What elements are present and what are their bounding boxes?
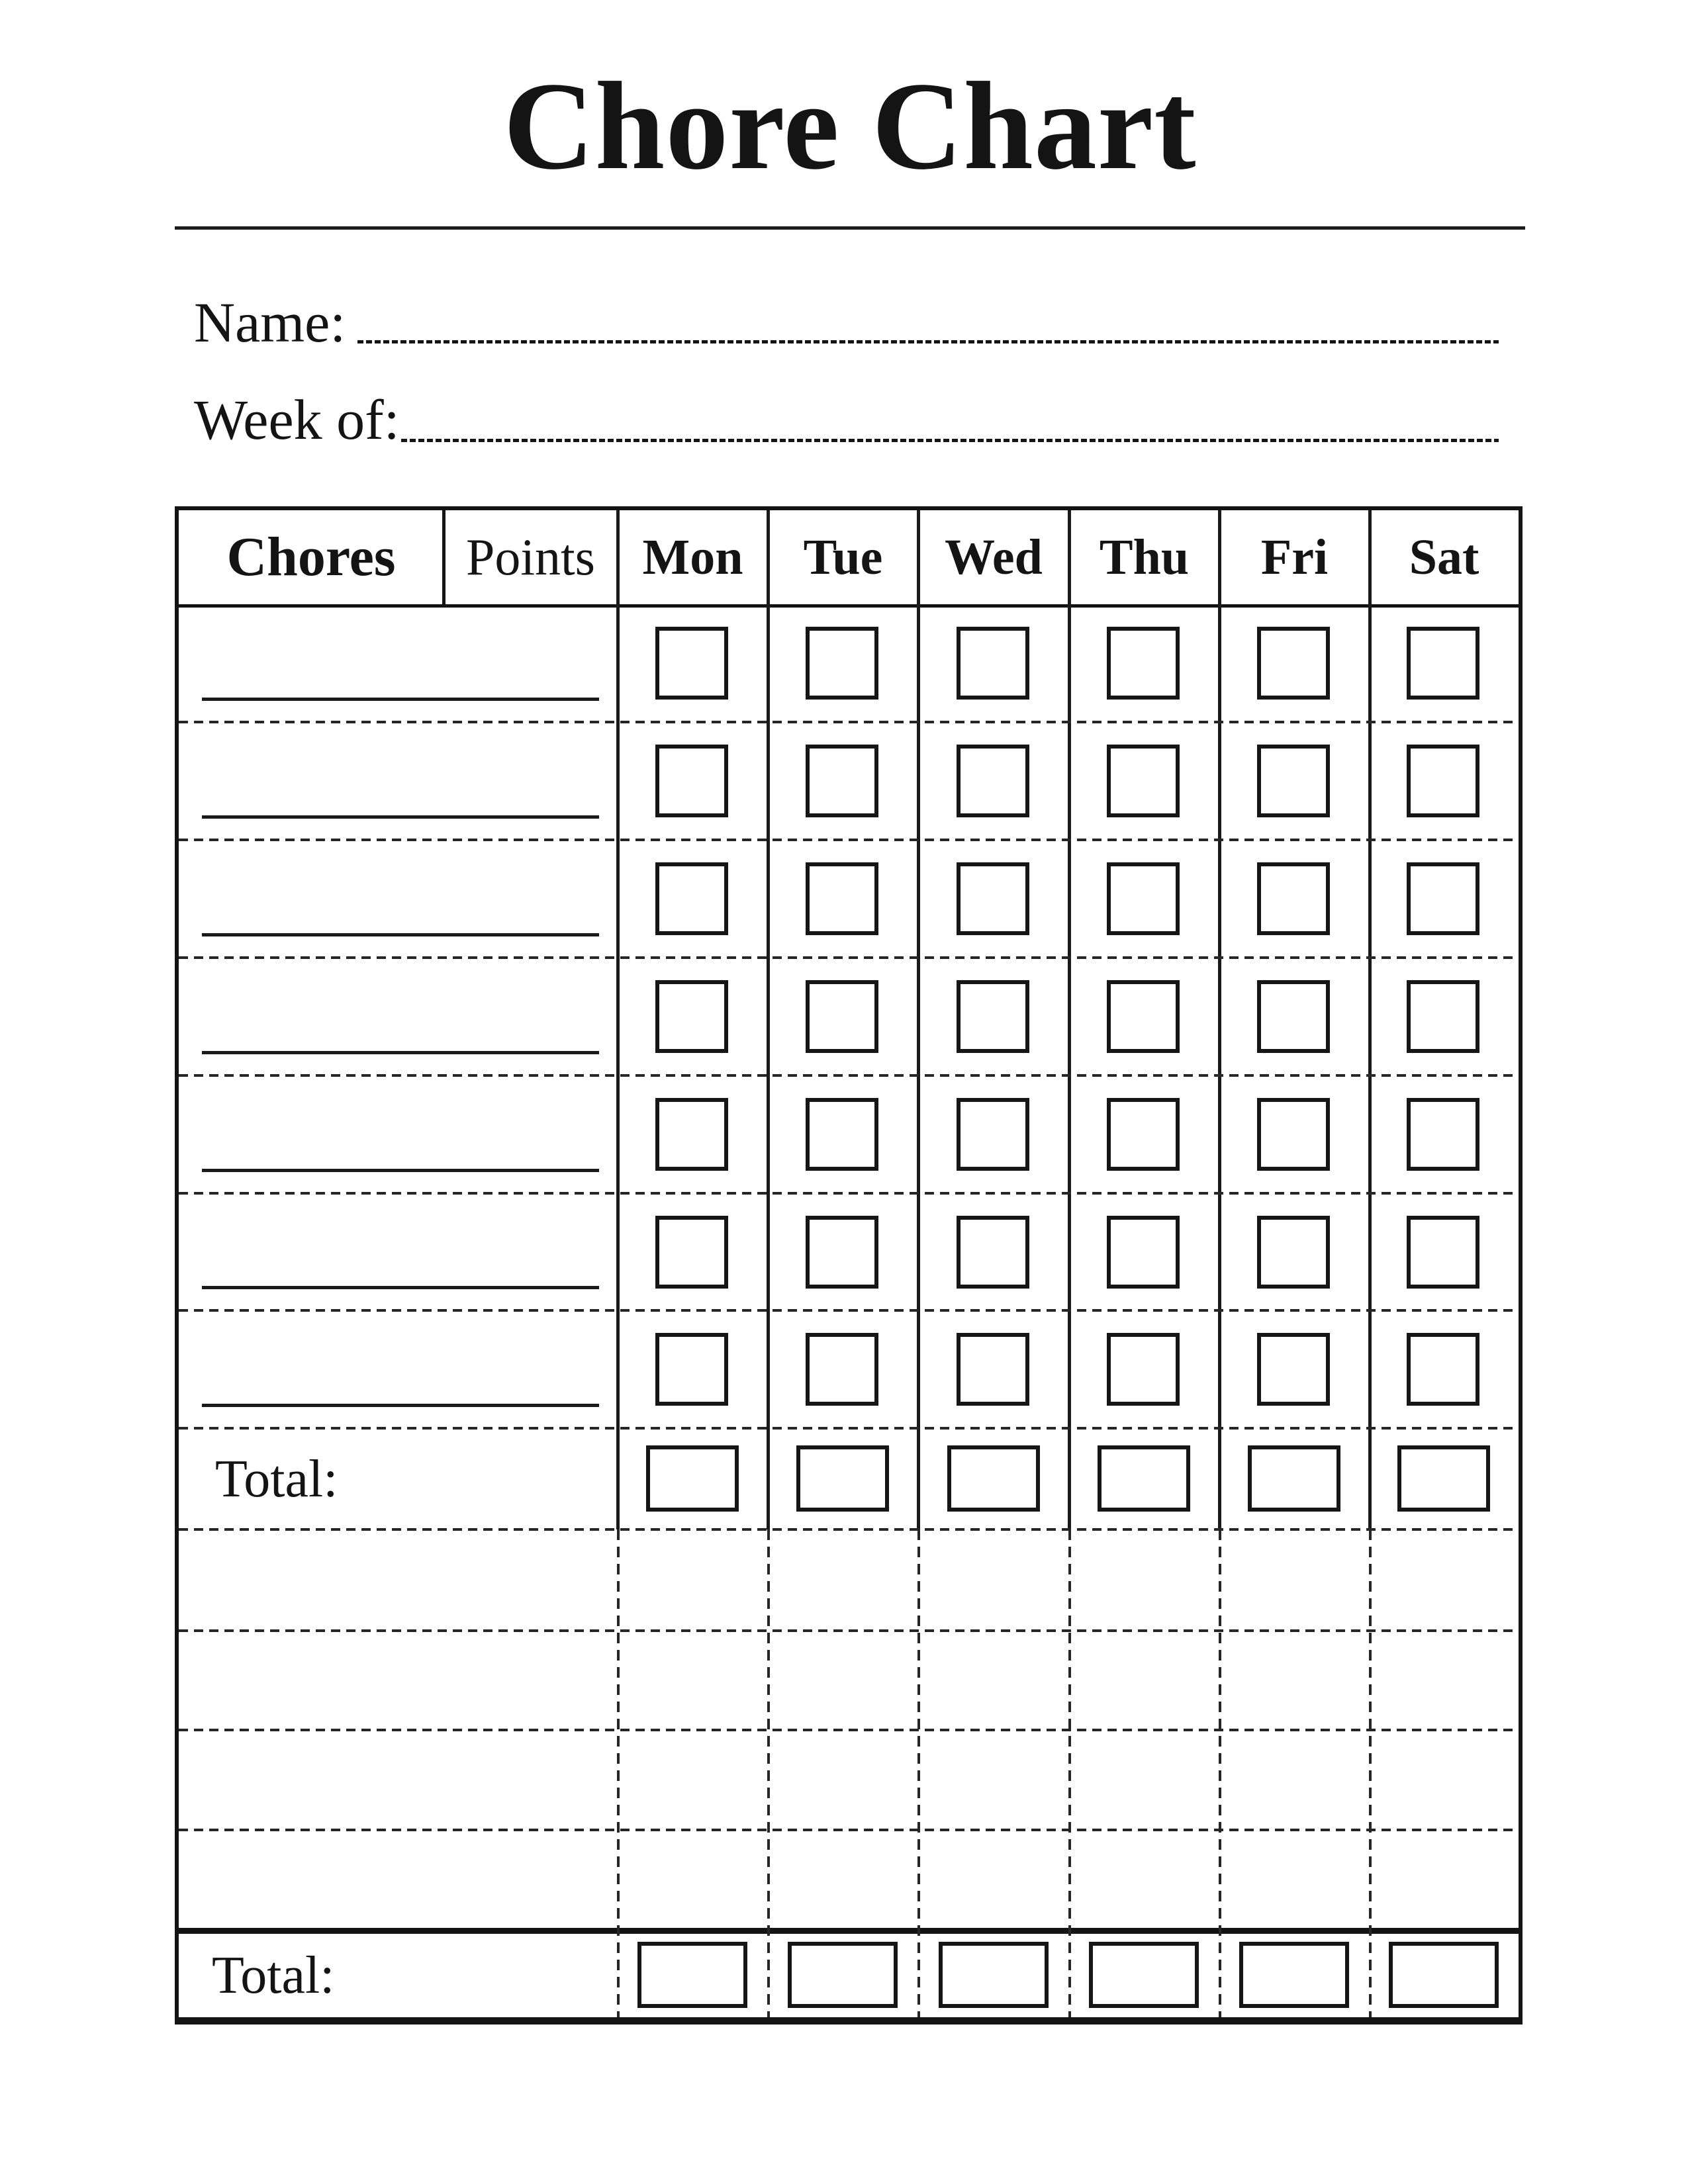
daily-total-box[interactable] [1098, 1445, 1190, 1512]
day-checkbox[interactable] [957, 862, 1029, 935]
day-checkbox[interactable] [806, 1098, 878, 1171]
column-divider [767, 510, 770, 1529]
week-of-label: Week of: [194, 388, 400, 451]
column-divider [616, 510, 620, 1529]
grand-total-top-rule [179, 1928, 1519, 1934]
day-checkbox[interactable] [957, 627, 1029, 700]
day-header-thu: Thu [1099, 529, 1190, 585]
row-separator [179, 956, 1519, 959]
chore-table [175, 506, 1523, 2025]
day-checkbox[interactable] [1407, 1216, 1479, 1289]
day-checkbox[interactable] [806, 1333, 878, 1406]
column-divider-dashed [1068, 1529, 1071, 2017]
chore-write-line[interactable] [202, 698, 599, 701]
day-checkbox[interactable] [1407, 745, 1479, 817]
column-divider-dashed [1369, 1529, 1372, 2017]
weekly-total-box[interactable] [637, 1942, 747, 2008]
chore-write-line[interactable] [202, 933, 599, 936]
day-checkbox[interactable] [1407, 980, 1479, 1053]
column-divider [1368, 510, 1372, 1529]
day-checkbox[interactable] [655, 1333, 728, 1406]
row-separator [179, 1629, 1519, 1632]
day-checkbox[interactable] [806, 627, 878, 700]
day-checkbox[interactable] [1107, 1098, 1180, 1171]
day-checkbox[interactable] [957, 980, 1029, 1053]
day-checkbox[interactable] [1407, 1333, 1479, 1406]
column-divider-dashed [767, 1529, 770, 2017]
weekly-total-box[interactable] [1389, 1942, 1499, 2008]
day-checkbox[interactable] [1257, 745, 1330, 817]
column-divider [917, 510, 920, 1529]
day-checkbox[interactable] [1257, 1098, 1330, 1171]
weekly-total-label: Total: [212, 1946, 335, 2005]
chore-write-line[interactable] [202, 1169, 599, 1172]
column-divider-dashed [617, 1529, 620, 2017]
day-checkbox[interactable] [806, 745, 878, 817]
day-header-wed: Wed [945, 529, 1043, 585]
day-checkbox[interactable] [1107, 1333, 1180, 1406]
daily-total-box[interactable] [947, 1445, 1040, 1512]
column-divider-dashed [1219, 1529, 1221, 2017]
day-checkbox[interactable] [806, 1216, 878, 1289]
day-checkbox[interactable] [1407, 627, 1479, 700]
day-checkbox[interactable] [1257, 1333, 1330, 1406]
day-checkbox[interactable] [957, 745, 1029, 817]
week-of-input-line[interactable] [401, 439, 1499, 442]
column-divider [1218, 510, 1221, 1529]
row-separator [179, 721, 1519, 723]
weekly-total-box[interactable] [788, 1942, 898, 2008]
chore-write-line[interactable] [202, 1404, 599, 1407]
chore-write-line[interactable] [202, 1051, 599, 1054]
day-checkbox[interactable] [1257, 1216, 1330, 1289]
day-checkbox[interactable] [806, 862, 878, 935]
day-checkbox[interactable] [655, 1216, 728, 1289]
day-checkbox[interactable] [957, 1216, 1029, 1289]
day-checkbox[interactable] [655, 745, 728, 817]
day-checkbox[interactable] [1107, 862, 1180, 935]
weekly-total-box[interactable] [1089, 1942, 1199, 2008]
day-checkbox[interactable] [1257, 627, 1330, 700]
row-separator [179, 1074, 1519, 1077]
day-checkbox[interactable] [1107, 745, 1180, 817]
header-bottom-rule [179, 604, 1519, 608]
row-separator [179, 1192, 1519, 1195]
day-header-mon: Mon [642, 529, 743, 585]
day-checkbox[interactable] [655, 1098, 728, 1171]
day-header-tue: Tue [803, 529, 883, 585]
daily-total-box[interactable] [796, 1445, 889, 1512]
row-separator [179, 1729, 1519, 1731]
row-separator [179, 1427, 1519, 1430]
day-header-sat: Sat [1409, 529, 1479, 585]
day-checkbox[interactable] [1257, 980, 1330, 1053]
row-separator [179, 839, 1519, 841]
name-input-line[interactable] [357, 340, 1499, 343]
day-checkbox[interactable] [806, 980, 878, 1053]
daily-total-box[interactable] [646, 1445, 739, 1512]
points-column-header: Points [465, 528, 596, 586]
daily-total-box[interactable] [1397, 1445, 1490, 1512]
row-separator [179, 1829, 1519, 1831]
day-checkbox[interactable] [1407, 1098, 1479, 1171]
day-checkbox[interactable] [655, 862, 728, 935]
chore-write-line[interactable] [202, 1286, 599, 1289]
chores-column-header: Chores [226, 526, 396, 588]
day-checkbox[interactable] [655, 627, 728, 700]
title-divider [175, 226, 1525, 230]
column-divider [1068, 510, 1071, 1529]
day-checkbox[interactable] [1257, 862, 1330, 935]
column-divider-dashed [917, 1529, 920, 2017]
weekly-total-box[interactable] [1239, 1942, 1349, 2008]
page-title: Chore Chart [503, 57, 1197, 196]
weekly-total-box[interactable] [939, 1942, 1049, 2008]
day-checkbox[interactable] [1107, 1216, 1180, 1289]
daily-total-box[interactable] [1248, 1445, 1340, 1512]
row-separator [179, 1528, 1519, 1531]
day-checkbox[interactable] [1107, 980, 1180, 1053]
name-label: Name: [194, 291, 346, 354]
chores-points-divider [442, 510, 445, 604]
day-checkbox[interactable] [957, 1098, 1029, 1171]
day-checkbox[interactable] [1107, 627, 1180, 700]
daily-total-label: Total: [215, 1449, 338, 1508]
day-checkbox[interactable] [655, 980, 728, 1053]
chore-write-line[interactable] [202, 815, 599, 819]
day-checkbox[interactable] [957, 1333, 1029, 1406]
day-checkbox[interactable] [1407, 862, 1479, 935]
day-header-fri: Fri [1260, 529, 1329, 585]
row-separator [179, 1309, 1519, 1312]
